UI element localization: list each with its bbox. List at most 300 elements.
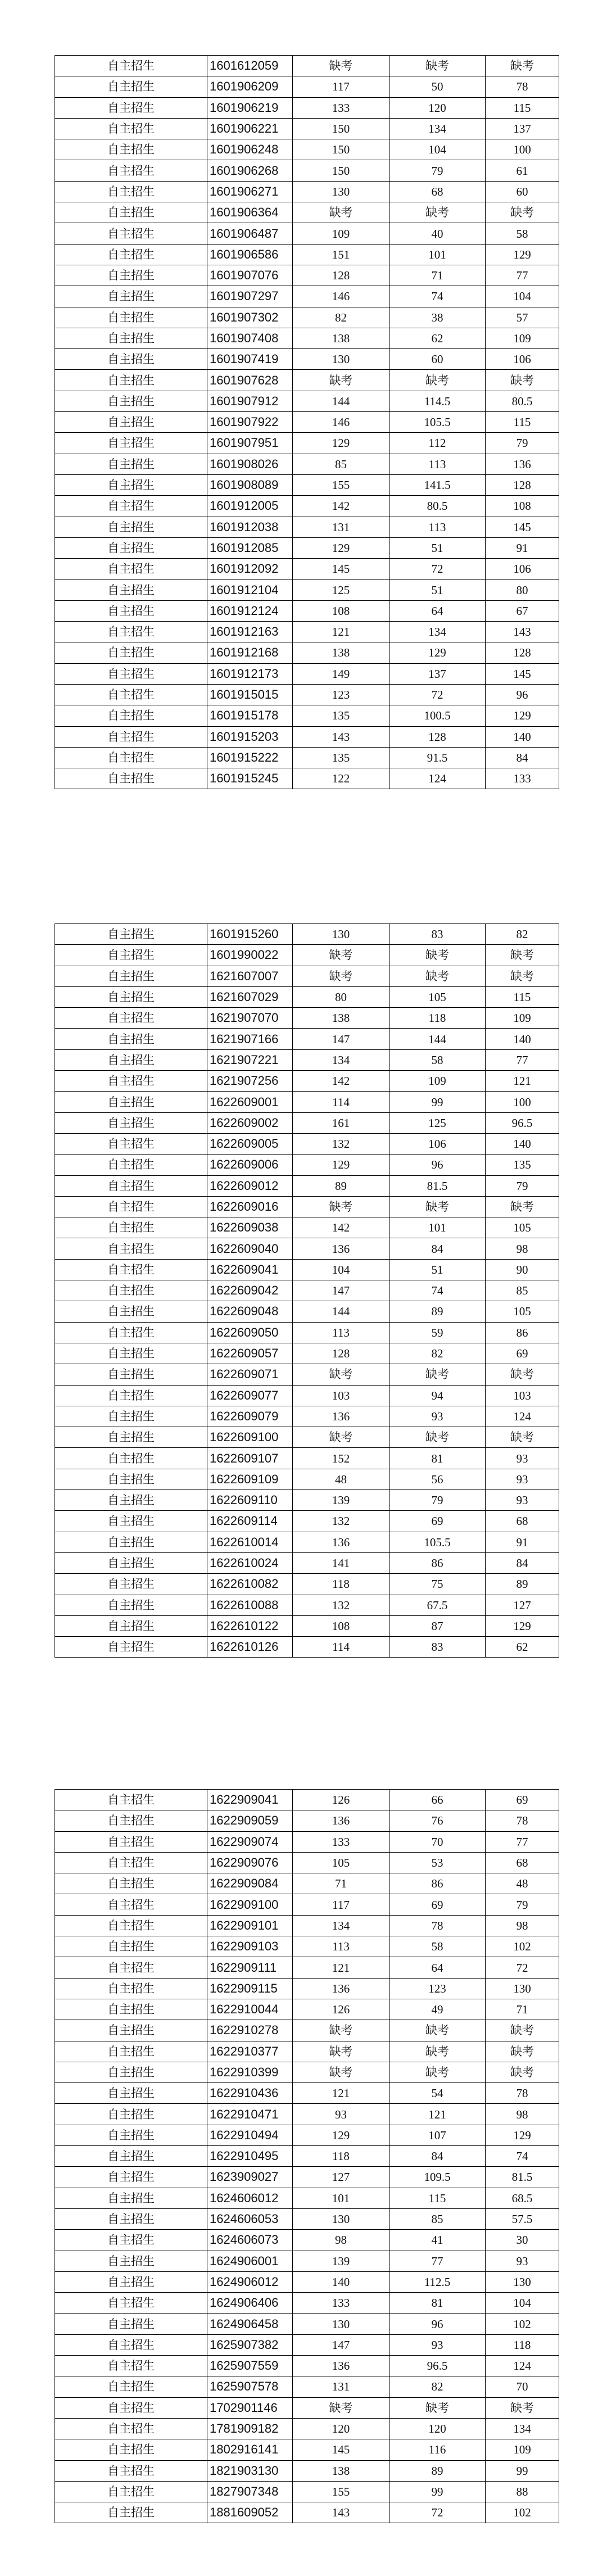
score-2-cell: 120: [389, 2418, 486, 2439]
candidate-id-cell: 1622909059: [207, 1810, 293, 1831]
score-2-cell: 缺考: [389, 2062, 486, 2082]
score-2-cell: 76: [389, 1810, 486, 1831]
table-row: [55, 2439, 559, 2460]
admission-type-cell: 自主招生: [55, 454, 207, 474]
table-row: [55, 986, 559, 1007]
score-2-cell: 缺考: [389, 966, 486, 986]
score-2-cell: 51: [389, 537, 486, 558]
table-row: [55, 1238, 559, 1259]
admission-type-cell: 自主招生: [55, 391, 207, 411]
table-row: [55, 1406, 559, 1427]
score-1-cell: 118: [293, 1574, 389, 1595]
table-row: [55, 1049, 559, 1070]
table-row: [55, 559, 559, 580]
admission-type-cell: 自主招生: [55, 1637, 207, 1658]
admission-type-cell: 自主招生: [55, 747, 207, 768]
candidate-id-cell: 1601907922: [207, 412, 293, 433]
table-row: [55, 1490, 559, 1511]
table-row: [55, 202, 559, 223]
candidate-id-cell: 1622610024: [207, 1552, 293, 1573]
score-3-cell: 96: [486, 684, 559, 705]
table-row: [55, 966, 559, 986]
admission-type-cell: 自主招生: [55, 1574, 207, 1595]
score-3-cell: 78: [486, 76, 559, 97]
table-row: [55, 1957, 559, 1978]
score-2-cell: 80.5: [389, 496, 486, 517]
score-1-cell: 134: [293, 1915, 389, 1936]
table-row: [55, 2188, 559, 2208]
score-3-cell: 缺考: [486, 1427, 559, 1448]
score-1-cell: 120: [293, 2418, 389, 2439]
table-row: [55, 945, 559, 966]
score-1-cell: 缺考: [293, 2041, 389, 2062]
candidate-id-cell: 1601907912: [207, 391, 293, 411]
score-1-cell: 121: [293, 2083, 389, 2104]
candidate-id-cell: 1601908026: [207, 454, 293, 474]
table-row: [55, 2083, 559, 2104]
candidate-id-cell: 1622910399: [207, 2062, 293, 2082]
candidate-id-cell: 1622609114: [207, 1511, 293, 1532]
candidate-id-cell: 1601906586: [207, 244, 293, 265]
table-row: [55, 454, 559, 474]
admission-type-cell: 自主招生: [55, 76, 207, 97]
candidate-id-cell: 1622610082: [207, 1574, 293, 1595]
score-3-cell: 77: [486, 265, 559, 286]
score-3-cell: 58: [486, 223, 559, 244]
admission-type-cell: 自主招生: [55, 2251, 207, 2271]
score-1-cell: 132: [293, 1595, 389, 1615]
candidate-id-cell: 1622609002: [207, 1112, 293, 1133]
score-2-cell: 38: [389, 307, 486, 328]
table-row: [55, 2208, 559, 2229]
score-3-cell: 78: [486, 1810, 559, 1831]
admission-type-cell: 自主招生: [55, 433, 207, 454]
admission-type-cell: 自主招生: [55, 1385, 207, 1406]
score-3-cell: 缺考: [486, 370, 559, 391]
score-3-cell: 84: [486, 1552, 559, 1573]
score-1-cell: 121: [293, 1957, 389, 1978]
score-1-cell: 133: [293, 2293, 389, 2314]
score-1-cell: 138: [293, 2460, 389, 2481]
score-3-cell: 145: [486, 517, 559, 537]
score-2-cell: 53: [389, 1852, 486, 1873]
admission-type-cell: 自主招生: [55, 1322, 207, 1343]
table-row: [55, 1574, 559, 1595]
candidate-id-cell: 1601915015: [207, 684, 293, 705]
table-row: [55, 1873, 559, 1894]
admission-type-cell: 自主招生: [55, 663, 207, 684]
score-1-cell: 147: [293, 2334, 389, 2355]
score-2-cell: 84: [389, 1238, 486, 1259]
score-1-cell: 142: [293, 1217, 389, 1238]
admission-type-cell: 自主招生: [55, 2397, 207, 2418]
table-row: [55, 1385, 559, 1406]
score-2-cell: 89: [389, 1301, 486, 1322]
candidate-id-cell: 1601906221: [207, 118, 293, 139]
score-2-cell: 112.5: [389, 2271, 486, 2292]
score-2-cell: 93: [389, 2334, 486, 2355]
score-2-cell: 75: [389, 1574, 486, 1595]
score-3-cell: 85: [486, 1280, 559, 1301]
candidate-id-cell: 1622610122: [207, 1615, 293, 1636]
score-2-cell: 82: [389, 2376, 486, 2397]
candidate-id-cell: 1621607029: [207, 986, 293, 1007]
score-1-cell: 129: [293, 1155, 389, 1175]
score-3-cell: 91: [486, 1532, 559, 1552]
score-1-cell: 135: [293, 705, 389, 726]
table-row: [55, 1595, 559, 1615]
admission-type-cell: 自主招生: [55, 924, 207, 945]
score-3-cell: 80: [486, 580, 559, 600]
admission-type-cell: 自主招生: [55, 684, 207, 705]
score-3-cell: 68: [486, 1511, 559, 1532]
score-3-cell: 98: [486, 1915, 559, 1936]
score-1-cell: 136: [293, 1810, 389, 1831]
score-1-cell: 114: [293, 1637, 389, 1658]
score-1-cell: 109: [293, 223, 389, 244]
admission-type-cell: 自主招生: [55, 945, 207, 966]
table-row: [55, 2167, 559, 2188]
candidate-id-cell: 1601912163: [207, 622, 293, 642]
score-3-cell: 缺考: [486, 966, 559, 986]
candidate-id-cell: 1622609109: [207, 1469, 293, 1490]
score-1-cell: 118: [293, 2146, 389, 2167]
candidate-id-cell: 1601907302: [207, 307, 293, 328]
score-1-cell: 117: [293, 76, 389, 97]
table-row: [55, 1999, 559, 2020]
score-3-cell: 60: [486, 181, 559, 202]
candidate-id-cell: 1622910436: [207, 2083, 293, 2104]
score-2-cell: 54: [389, 2083, 486, 2104]
score-1-cell: 104: [293, 1259, 389, 1280]
score-2-cell: 79: [389, 160, 486, 181]
score-1-cell: 71: [293, 1873, 389, 1894]
score-1-cell: 133: [293, 97, 389, 118]
admission-type-cell: 自主招生: [55, 370, 207, 391]
score-3-cell: 106: [486, 559, 559, 580]
admission-type-cell: 自主招生: [55, 1532, 207, 1552]
admission-type-cell: 自主招生: [55, 1873, 207, 1894]
score-1-cell: 130: [293, 2314, 389, 2334]
score-2-cell: 91.5: [389, 747, 486, 768]
score-1-cell: 130: [293, 181, 389, 202]
score-2-cell: 121: [389, 2104, 486, 2125]
score-3-cell: 105: [486, 1301, 559, 1322]
score-2-cell: 64: [389, 1957, 486, 1978]
score-3-cell: 77: [486, 1049, 559, 1070]
candidate-id-cell: 1622909101: [207, 1915, 293, 1936]
table-row: [55, 2376, 559, 2397]
score-3-cell: 57.5: [486, 2208, 559, 2229]
score-1-cell: 146: [293, 412, 389, 433]
table-row: [55, 1810, 559, 1831]
score-1-cell: 48: [293, 1469, 389, 1490]
score-3-cell: 70: [486, 2376, 559, 2397]
score-1-cell: 113: [293, 1322, 389, 1343]
table-row: [55, 1343, 559, 1364]
table-row: [55, 474, 559, 495]
score-3-cell: 124: [486, 1406, 559, 1427]
table-row: [55, 622, 559, 642]
table-row: [55, 2460, 559, 2481]
candidate-id-cell: 1622609079: [207, 1406, 293, 1427]
table-row: [55, 1112, 559, 1133]
table-row: [55, 2230, 559, 2251]
score-1-cell: 139: [293, 1490, 389, 1511]
candidate-id-cell: 1623909027: [207, 2167, 293, 2188]
admission-type-cell: 自主招生: [55, 705, 207, 726]
table-row: [55, 349, 559, 370]
score-2-cell: 144: [389, 1029, 486, 1049]
admission-type-cell: 自主招生: [55, 2125, 207, 2145]
candidate-id-cell: 1601990022: [207, 945, 293, 966]
score-3-cell: 缺考: [486, 1196, 559, 1217]
score-3-cell: 69: [486, 1343, 559, 1364]
table-row: [55, 1448, 559, 1469]
candidate-id-cell: 1625907382: [207, 2334, 293, 2355]
score-2-cell: 84: [389, 2146, 486, 2167]
admission-type-cell: 自主招生: [55, 1092, 207, 1112]
admission-type-cell: 自主招生: [55, 2460, 207, 2481]
admission-type-cell: 自主招生: [55, 474, 207, 495]
score-2-cell: 129: [389, 642, 486, 663]
score-2-cell: 59: [389, 1322, 486, 1343]
score-2-cell: 123: [389, 1978, 486, 1999]
score-2-cell: 70: [389, 1831, 486, 1852]
candidate-id-cell: 1621907070: [207, 1008, 293, 1029]
score-1-cell: 127: [293, 2167, 389, 2188]
candidate-id-cell: 1601912085: [207, 537, 293, 558]
score-1-cell: 144: [293, 1301, 389, 1322]
score-3-cell: 108: [486, 496, 559, 517]
admission-type-cell: 自主招生: [55, 1364, 207, 1385]
admission-type-cell: 自主招生: [55, 202, 207, 223]
score-3-cell: 130: [486, 1978, 559, 1999]
table-row: [55, 2251, 559, 2271]
admission-type-cell: 自主招生: [55, 966, 207, 986]
score-3-cell: 80.5: [486, 391, 559, 411]
score-1-cell: 143: [293, 2502, 389, 2523]
admission-type-cell: 自主招生: [55, 1810, 207, 1831]
table-row: [55, 1915, 559, 1936]
score-2-cell: 40: [389, 223, 486, 244]
score-1-cell: 114: [293, 1092, 389, 1112]
score-3-cell: 128: [486, 642, 559, 663]
table-row: [55, 600, 559, 621]
table-row: [55, 2334, 559, 2355]
score-2-cell: 99: [389, 2481, 486, 2502]
score-1-cell: 缺考: [293, 2062, 389, 2082]
score-2-cell: 109.5: [389, 2167, 486, 2188]
score-3-cell: 96.5: [486, 1112, 559, 1133]
score-3-cell: 81.5: [486, 2167, 559, 2188]
score-3-cell: 109: [486, 328, 559, 348]
candidate-id-cell: 1624906001: [207, 2251, 293, 2271]
candidate-id-cell: 1622609050: [207, 1322, 293, 1343]
candidate-id-cell: 1802916141: [207, 2439, 293, 2460]
score-1-cell: 125: [293, 580, 389, 600]
score-2-cell: 74: [389, 286, 486, 307]
score-2-cell: 93: [389, 1406, 486, 1427]
admission-type-cell: 自主招生: [55, 1999, 207, 2020]
score-3-cell: 109: [486, 1008, 559, 1029]
table-row: [55, 370, 559, 391]
admission-type-cell: 自主招生: [55, 1133, 207, 1154]
score-2-cell: 113: [389, 517, 486, 537]
score-1-cell: 131: [293, 517, 389, 537]
candidate-id-cell: 1622610088: [207, 1595, 293, 1615]
admission-type-cell: 自主招生: [55, 1936, 207, 1957]
candidate-id-cell: 1601912104: [207, 580, 293, 600]
score-2-cell: 141.5: [389, 474, 486, 495]
admission-type-cell: 自主招生: [55, 1511, 207, 1532]
score-1-cell: 141: [293, 1552, 389, 1573]
score-2-cell: 82: [389, 1343, 486, 1364]
table-row: [55, 1615, 559, 1636]
candidate-id-cell: 1601907419: [207, 349, 293, 370]
table-row: [55, 1259, 559, 1280]
score-2-cell: 50: [389, 76, 486, 97]
candidate-id-cell: 1622910377: [207, 2041, 293, 2062]
candidate-id-cell: 1601912005: [207, 496, 293, 517]
score-2-cell: 71: [389, 265, 486, 286]
table-row: [55, 1978, 559, 1999]
table-row: [55, 433, 559, 454]
score-3-cell: 127: [486, 1595, 559, 1615]
score-2-cell: 69: [389, 1894, 486, 1915]
candidate-id-cell: 1601915203: [207, 726, 293, 747]
candidate-id-cell: 1622609041: [207, 1259, 293, 1280]
admission-type-cell: 自主招生: [55, 328, 207, 348]
admission-type-cell: 自主招生: [55, 517, 207, 537]
score-3-cell: 129: [486, 244, 559, 265]
candidate-id-cell: 1601907951: [207, 433, 293, 454]
score-3-cell: 缺考: [486, 202, 559, 223]
candidate-id-cell: 1624906012: [207, 2271, 293, 2292]
score-3-cell: 102: [486, 1936, 559, 1957]
admission-type-cell: 自主招生: [55, 223, 207, 244]
table-row: [55, 2314, 559, 2334]
score-3-cell: 133: [486, 768, 559, 789]
candidate-id-cell: 1601906209: [207, 76, 293, 97]
admission-type-cell: 自主招生: [55, 2083, 207, 2104]
score-3-cell: 缺考: [486, 2041, 559, 2062]
score-3-cell: 72: [486, 1957, 559, 1978]
admission-type-cell: 自主招生: [55, 2104, 207, 2125]
score-1-cell: 151: [293, 244, 389, 265]
score-3-cell: 143: [486, 622, 559, 642]
score-3-cell: 93: [486, 1469, 559, 1490]
score-3-cell: 缺考: [486, 2020, 559, 2041]
admission-type-cell: 自主招生: [55, 2188, 207, 2208]
score-2-cell: 68: [389, 181, 486, 202]
candidate-id-cell: 1624906458: [207, 2314, 293, 2334]
score-3-cell: 104: [486, 286, 559, 307]
candidate-id-cell: 1622910044: [207, 1999, 293, 2020]
table-row: [55, 160, 559, 181]
score-3-cell: 93: [486, 1448, 559, 1469]
score-3-cell: 140: [486, 726, 559, 747]
table-row: [55, 537, 559, 558]
score-1-cell: 80: [293, 986, 389, 1007]
table-row: [55, 2271, 559, 2292]
admission-type-cell: 自主招生: [55, 244, 207, 265]
score-3-cell: 115: [486, 412, 559, 433]
score-2-cell: 83: [389, 924, 486, 945]
candidate-id-cell: 1622609038: [207, 1217, 293, 1238]
score-1-cell: 136: [293, 1238, 389, 1259]
score-table-page-1: [55, 55, 559, 789]
table-row: [55, 1427, 559, 1448]
score-2-cell: 81.5: [389, 1175, 486, 1196]
score-2-cell: 116: [389, 2439, 486, 2460]
admission-type-cell: 自主招生: [55, 2146, 207, 2167]
candidate-id-cell: 1601907408: [207, 328, 293, 348]
score-2-cell: 58: [389, 1049, 486, 1070]
admission-type-cell: 自主招生: [55, 580, 207, 600]
score-2-cell: 60: [389, 349, 486, 370]
score-3-cell: 缺考: [486, 56, 559, 76]
score-3-cell: 121: [486, 1071, 559, 1092]
admission-type-cell: 自主招生: [55, 1831, 207, 1852]
score-1-cell: 130: [293, 924, 389, 945]
score-2-cell: 78: [389, 1915, 486, 1936]
candidate-id-cell: 1622910495: [207, 2146, 293, 2167]
table-row: [55, 1301, 559, 1322]
candidate-id-cell: 1625907578: [207, 2376, 293, 2397]
table-row: [55, 223, 559, 244]
admission-type-cell: 自主招生: [55, 726, 207, 747]
admission-type-cell: 自主招生: [55, 1175, 207, 1196]
table-row: [55, 97, 559, 118]
admission-type-cell: 自主招生: [55, 559, 207, 580]
score-1-cell: 136: [293, 1978, 389, 1999]
table-row: [55, 1831, 559, 1852]
table-row: [55, 1196, 559, 1217]
admission-type-cell: 自主招生: [55, 1915, 207, 1936]
score-2-cell: 125: [389, 1112, 486, 1133]
table-row: [55, 2293, 559, 2314]
table-row: [55, 2502, 559, 2523]
admission-type-cell: 自主招生: [55, 2502, 207, 2523]
score-1-cell: 161: [293, 1112, 389, 1133]
candidate-id-cell: 1601906487: [207, 223, 293, 244]
score-1-cell: 93: [293, 2104, 389, 2125]
score-1-cell: 152: [293, 1448, 389, 1469]
score-3-cell: 88: [486, 2481, 559, 2502]
score-2-cell: 96: [389, 2314, 486, 2334]
admission-type-cell: 自主招生: [55, 2208, 207, 2229]
score-3-cell: 91: [486, 537, 559, 558]
candidate-id-cell: 1601906219: [207, 97, 293, 118]
score-1-cell: 147: [293, 1029, 389, 1049]
score-1-cell: 138: [293, 1008, 389, 1029]
table-row: [55, 2020, 559, 2041]
admission-type-cell: 自主招生: [55, 265, 207, 286]
table-row: [55, 2418, 559, 2439]
candidate-id-cell: 1621907221: [207, 1049, 293, 1070]
table-row: [55, 2062, 559, 2082]
score-3-cell: 缺考: [486, 2062, 559, 2082]
score-1-cell: 130: [293, 349, 389, 370]
score-3-cell: 71: [486, 1999, 559, 2020]
admission-type-cell: 自主招生: [55, 1978, 207, 1999]
candidate-id-cell: 1624906406: [207, 2293, 293, 2314]
score-2-cell: 41: [389, 2230, 486, 2251]
score-3-cell: 61: [486, 160, 559, 181]
score-1-cell: 136: [293, 1532, 389, 1552]
table-row: [55, 1894, 559, 1915]
